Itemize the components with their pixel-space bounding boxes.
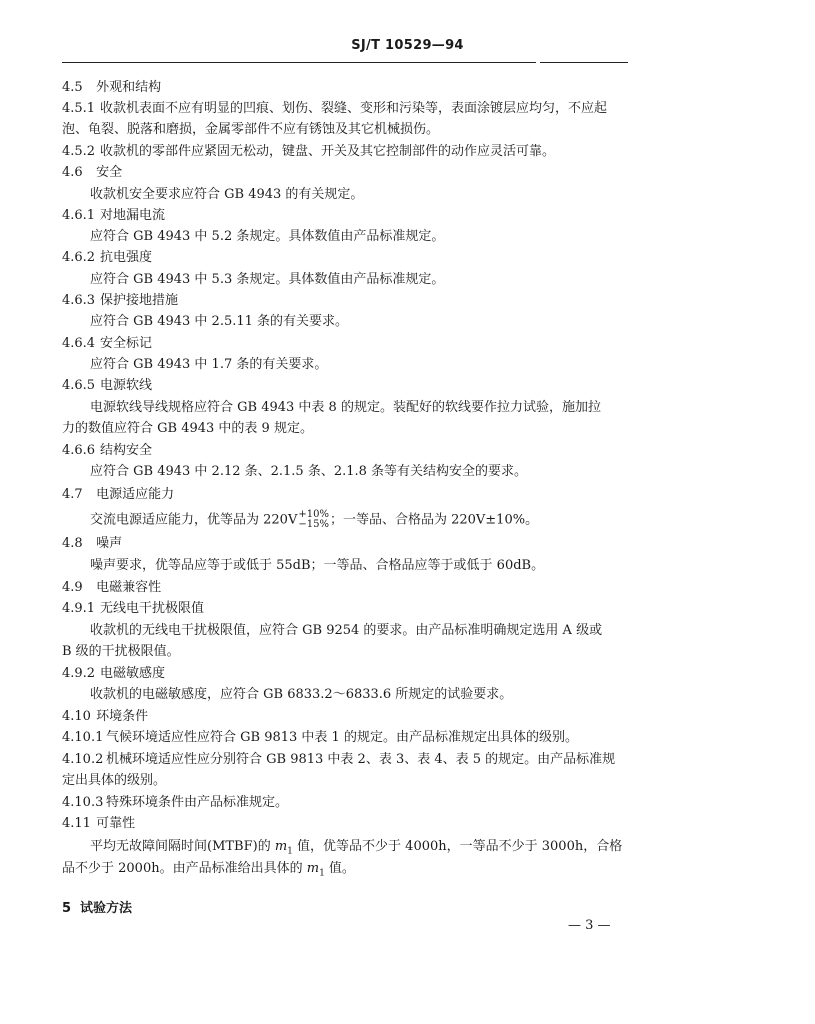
para-4-7: 交流电源适应能力，优等品为 220V +10% −15% ；一等品、合格品为 220V±10%。 (90, 509, 539, 530)
header-rule (62, 62, 536, 63)
heading-4-6-2: 4.6.2 抗电强度 (62, 250, 153, 265)
header-rule-right (540, 62, 628, 63)
para-4-8: 噪声要求，优等品应等于或低于 55dB；一等品、合格品应等于或低于 60dB。 (90, 558, 545, 573)
para-4-6-5-cont: 力的数值应符合 GB 4943 中的表 9 规定。 (62, 421, 313, 436)
para-4-6-5: 电源软线导线规格应符合 GB 4943 中表 8 的规定。装配好的软线要作拉力试验，施加拉 (90, 400, 601, 415)
page-number: — 3 — (568, 918, 611, 933)
heading-5: 5 试验方法 (62, 901, 133, 916)
para-4-9-1-cont: B 级的干扰极限值。 (62, 644, 180, 659)
para-4-6-6: 应符合 GB 4943 中 2.12 条、2.1.5 条、2.1.8 条等有关结构安全的要求。 (90, 464, 528, 479)
tolerance-stack: +10% −15% (298, 509, 329, 530)
heading-4-6-5: 4.6.5 电源软线 (62, 378, 153, 393)
para-4-6-4: 应符合 GB 4943 中 1.7 条的有关要求。 (90, 357, 328, 372)
heading-4-6-1: 4.6.1 对地漏电流 (62, 208, 166, 223)
heading-4-6: 4.6 安全 (62, 165, 123, 180)
heading-4-9-1: 4.9.1 无线电干扰极限值 (62, 601, 205, 616)
para-4-11: 平均无故障间隔时间(MTBF)的 $m_1$ 值，优等品不少于 4000h，一等品不少于 3000h，合格 (90, 839, 623, 857)
para-4-6-3: 应符合 GB 4943 中 2.5.11 条的有关要求。 (90, 314, 349, 329)
para-4-10-2: 4.10.2 机械环境适应性应分别符合 GB 9813 中表 2、表 3、表 4、表 5 的规定。由产品标准规 (62, 752, 616, 767)
para-4-6-1: 应符合 GB 4943 中 5.2 条规定。具体数值由产品标准规定。 (90, 229, 445, 244)
heading-4-10: 4.10 环境条件 (62, 709, 149, 724)
heading-4-9: 4.9 电磁兼容性 (62, 580, 162, 595)
heading-4-11: 4.11 可靠性 (62, 816, 136, 831)
para-4-5-2: 4.5.2 收款机的零部件应紧固无松动，键盘、开关及其它控制部件的动作应灵活可靠。 (62, 144, 556, 159)
para-4-6: 收款机安全要求应符合 GB 4943 的有关规定。 (90, 187, 364, 202)
heading-4-6-3: 4.6.3 保护接地措施 (62, 293, 179, 308)
page-header-code: SJ/T 10529—94 (351, 38, 464, 53)
heading-4-5: 4.5 外观和结构 (62, 80, 162, 95)
heading-4-6-4: 4.6.4 安全标记 (62, 336, 153, 351)
para-4-6-2: 应符合 GB 4943 中 5.3 条规定。具体数值由产品标准规定。 (90, 272, 445, 287)
para-4-5-1-cont: 泡、龟裂、脱落和磨损，金属零部件不应有锈蚀及其它机械损伤。 (62, 122, 440, 137)
para-4-10-3: 4.10.3 特殊环境条件由产品标准规定。 (62, 795, 289, 810)
heading-4-6-6: 4.6.6 结构安全 (62, 443, 153, 458)
heading-4-7: 4.7 电源适应能力 (62, 487, 175, 502)
para-4-9-2: 收款机的电磁敏感度，应符合 GB 6833.2～6833.6 所规定的试验要求。 (90, 687, 513, 702)
heading-4-9-2: 4.9.2 电磁敏感度 (62, 666, 166, 681)
para-4-10-2-cont: 定出具体的级别。 (62, 773, 167, 788)
para-4-9-1: 收款机的无线电干扰极限值，应符合 GB 9254 的要求。由产品标准明确规定选用 A 级或 (90, 623, 603, 638)
para-4-10-1: 4.10.1 气候环境适应性应符合 GB 9813 中表 1 的规定。由产品标准规定出具体的级别。 (62, 730, 578, 745)
para-4-5-1: 4.5.1 收款机表面不应有明显的凹痕、划伤、裂缝、变形和污染等，表面涂镀层应均匀，不应起 (62, 101, 608, 116)
heading-4-8: 4.8 噪声 (62, 536, 123, 551)
para-4-11-cont: 品不少于 2000h。由产品标准给出具体的 $m_1$ 值。 (62, 861, 355, 879)
